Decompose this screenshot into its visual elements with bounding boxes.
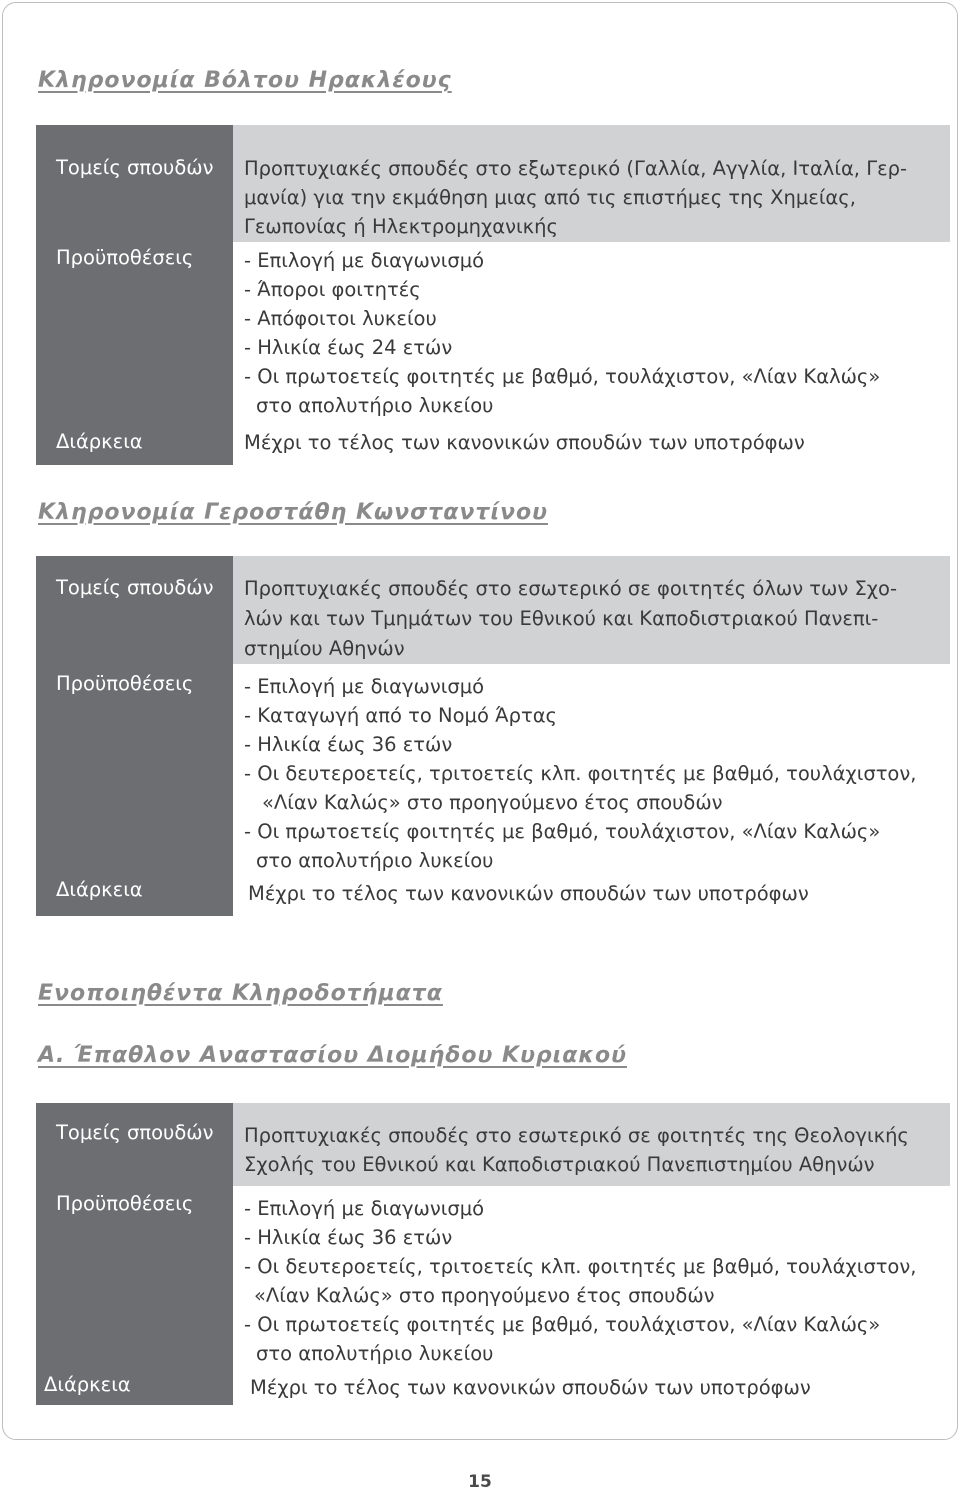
label-requirements: Προϋποθέσεις bbox=[56, 1192, 194, 1215]
requirement-line: - Ηλικία έως 36 ετών bbox=[244, 733, 453, 756]
requirement-line: - Οι δευτεροετείς, τριτοετείς κλπ. φοιτητές με βαθμό, τουλάχιστον, bbox=[244, 1255, 917, 1278]
table-voltou bbox=[36, 125, 950, 465]
table-kyriakou bbox=[36, 1103, 950, 1405]
label-fields: Τομείς σπουδών bbox=[56, 1121, 214, 1144]
requirement-line: - Επιλογή με διαγωνισμό bbox=[244, 249, 485, 272]
label-fields: Τομείς σπουδών bbox=[56, 576, 214, 599]
fields-line: Σχολής του Εθνικού και Καποδιστριακού Πανεπιστημίου Αθηνών bbox=[244, 1153, 875, 1176]
requirement-line: στο απολυτήριο λυκείου bbox=[256, 1342, 494, 1365]
label-column bbox=[36, 556, 233, 916]
duration-value: Μέχρι το τέλος των κανονικών σπουδών των υποτρόφων bbox=[244, 431, 805, 454]
requirement-line: - Καταγωγή από το Νομό Άρτας bbox=[244, 704, 557, 727]
requirement-line: - Ηλικία έως 24 ετών bbox=[244, 336, 453, 359]
requirement-line: - Επιλογή με διαγωνισμό bbox=[244, 1197, 485, 1220]
fields-line: Προπτυχιακές σπουδές στο εσωτερικό σε φοιτητές της Θεολογικής bbox=[244, 1124, 909, 1147]
label-fields: Τομείς σπουδών bbox=[56, 156, 214, 179]
requirement-line: - Άποροι φοιτητές bbox=[244, 278, 421, 301]
fields-line: μανία) για την εκμάθηση μιας από τις επιστήμες της Χημείας, bbox=[244, 186, 856, 209]
fields-line: Προπτυχιακές σπουδές στο εσωτερικό σε φοιτητές όλων των Σχο- bbox=[244, 577, 898, 600]
heading-kyriakou-award: Α. Έπαθλον Αναστασίου Διομήδου Κυριακού bbox=[38, 1043, 627, 1068]
fields-line: στημίου Αθηνών bbox=[244, 637, 405, 660]
label-duration: Διάρκεια bbox=[44, 1373, 131, 1396]
duration-value: Μέχρι το τέλος των κανονικών σπουδών των υποτρόφων bbox=[248, 882, 809, 905]
page-number: 15 bbox=[468, 1472, 492, 1492]
heading-gerostathi-inheritance: Κληρονομία Γεροστάθη Κωνσταντίνου bbox=[38, 500, 548, 525]
label-duration: Διάρκεια bbox=[56, 430, 143, 453]
heading-voltou-inheritance: Κληρονομία Βόλτου Ηρακλέους bbox=[38, 68, 452, 93]
label-column bbox=[36, 1103, 233, 1405]
requirement-line: «Λίαν Καλώς» στο προηγούμενο έτος σπουδών bbox=[254, 1284, 715, 1307]
fields-line: Προπτυχιακές σπουδές στο εξωτερικό (Γαλλία, Αγγλία, Ιταλία, Γερ- bbox=[244, 157, 908, 180]
table-gerostathi bbox=[36, 556, 950, 916]
duration-value: Μέχρι το τέλος των κανονικών σπουδών των υποτρόφων bbox=[250, 1376, 811, 1399]
label-duration: Διάρκεια bbox=[56, 878, 143, 901]
requirement-line: στο απολυτήριο λυκείου bbox=[256, 849, 494, 872]
requirement-line: στο απολυτήριο λυκείου bbox=[256, 394, 494, 417]
fields-line: λών και των Τμημάτων του Εθνικού και Καποδιστριακού Πανεπι- bbox=[244, 607, 879, 630]
requirement-line: - Επιλογή με διαγωνισμό bbox=[244, 675, 485, 698]
requirement-line: - Οι δευτεροετείς, τριτοετείς κλπ. φοιτητές με βαθμό, τουλάχιστον, bbox=[244, 762, 917, 785]
requirement-line: - Ηλικία έως 36 ετών bbox=[244, 1226, 453, 1249]
requirement-line: «Λίαν Καλώς» στο προηγούμενο έτος σπουδών bbox=[262, 791, 723, 814]
requirement-line: - Απόφοιτοι λυκείου bbox=[244, 307, 437, 330]
label-requirements: Προϋποθέσεις bbox=[56, 246, 194, 269]
requirement-line: - Οι πρωτοετείς φοιτητές με βαθμό, τουλάχιστον, «Λίαν Καλώς» bbox=[244, 1313, 881, 1336]
requirement-line: - Οι πρωτοετείς φοιτητές με βαθμό, τουλάχιστον, «Λίαν Καλώς» bbox=[244, 365, 881, 388]
label-requirements: Προϋποθέσεις bbox=[56, 672, 194, 695]
heading-unified-bequests: Ενοποιηθέντα Κληροδοτήματα bbox=[38, 981, 443, 1006]
requirement-line: - Οι πρωτοετείς φοιτητές με βαθμό, τουλάχιστον, «Λίαν Καλώς» bbox=[244, 820, 881, 843]
fields-line: Γεωπονίας ή Ηλεκτρομηχανικής bbox=[244, 215, 558, 238]
